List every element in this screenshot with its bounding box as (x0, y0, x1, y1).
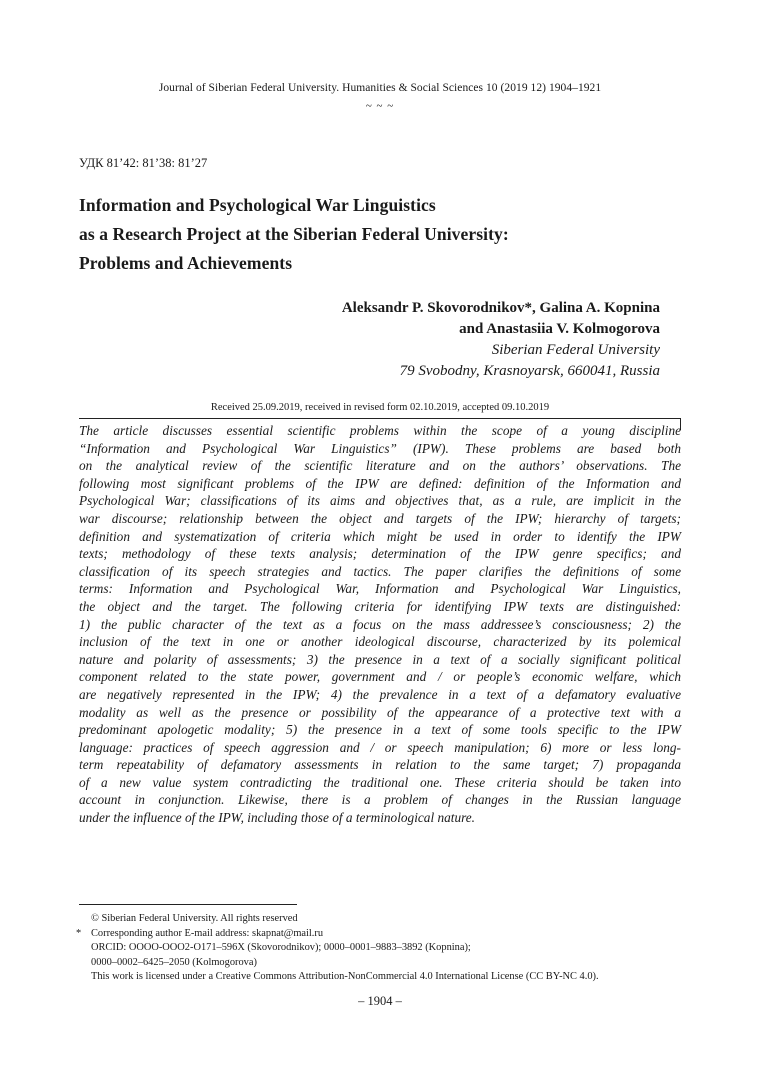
footnotes (76, 912, 679, 985)
received-dates: Received 25.09.2019, received in revised form 02.10.2019, accepted 09.10.2019 (210, 402, 550, 413)
abstract-line: texts; methodology of these texts analysis; determination of the IPW genre specifics; and (79, 546, 681, 562)
abstract-line: modality as well as the presence or possibility of the appearance of a protective text with a (79, 704, 681, 720)
corresponding-email: Corresponding author E-mail address: skapnat@mail.ru (91, 927, 324, 939)
title-line-1: Information and Psychological War Linguistics (79, 195, 436, 215)
journal-header: Journal of Siberian Federal University. Humanities & Social Sciences 10 (2019 12) 1904–1921 (158, 82, 602, 94)
title-line-2: as a Research Project at the Siberian Federal University: (79, 224, 509, 244)
abstract-line: 1) the public character of the text as a focus on the mass addressee’s consciousness; 2) the (79, 616, 681, 632)
author-block (100, 298, 660, 382)
affiliation: Siberian Federal University (491, 342, 660, 358)
abstract-line: component related to the state power, government and / or people’s economic welfare, which (79, 669, 681, 685)
abstract-line: on the analytical review of the scientific literature and on the authors’ observations. The (79, 458, 681, 474)
abstract-line: “Information and Psychological War Linguistics” (IPW). These problems are based both (79, 440, 681, 456)
abstract-top-rule (79, 418, 681, 419)
abstract-line: following most significant problems of the IPW are defined: definition of the Information and (79, 475, 681, 491)
abstract-line: Psychological War; classifications of its aims and objectives that, as a rule, are implicit in the (79, 493, 681, 509)
footnote-license: This work is licensed under a Creative Commons Attribution-NonCommercial 4.0 International License (CC BY-NC 4.0). (91, 971, 599, 983)
footnote-orcid-1: ORCID: OOOO-OOO2-O171–596X (Skovorodnikov); 0000–0001–9883–3892 (Kopnina); (91, 942, 471, 954)
address: 79 Svobodny, Krasnoyarsk, 660041, Russia (399, 363, 660, 379)
abstract-line: The article discusses essential scientific problems within the scope of a young discipline (79, 423, 681, 438)
abstract-line: classification of its speech strategies and tactics. The paper clarifies the definitions of some (79, 563, 681, 579)
abstract (79, 422, 681, 827)
abstract-line: the object and the target. The following criteria for identifying IPW texts are distinguished: (79, 598, 681, 614)
header-divider: ~ ~ ~ (365, 100, 395, 112)
authors-line-2: and Anastasiia V. Kolmogorova (459, 321, 660, 337)
footnote-copyright: © Siberian Federal University. All rights reserved (91, 913, 298, 924)
abstract-line: terms: Information and Psychological War, Information and Psychological War Linguistics, (79, 581, 681, 597)
abstract-line: war discourse; relationship between the object and targets of the IPW; hierarchy of targets; (79, 510, 681, 526)
abstract-line: definition and systematization of criteria which might be used in order to identify the IPW (79, 528, 681, 544)
abstract-line: predominant apologetic modality; 5) the presence in a text of some tools specific to the IPW (79, 722, 681, 738)
abstract-line: under the influence of the IPW, including those of a terminological nature. (79, 810, 476, 826)
title-line-3: Problems and Achievements (79, 253, 293, 273)
abstract-line: nature and polarity of assessments; 3) the presence in a text of a socially significant political (79, 651, 681, 667)
asterisk-mark: * (76, 927, 82, 939)
footnote-corresponding (76, 927, 679, 942)
abstract-line: of a new value system contradicting the traditional one. These criteria should be taken into (79, 774, 681, 790)
abstract-line: account in conjunction. Likewise, there is a problem of changes in the Russian language (79, 792, 681, 808)
authors-line-1: Aleksandr P. Skovorodnikov*, Galina A. Kopnina (341, 300, 660, 316)
abstract-line: inclusion of the text in one or another ideological discourse, characterized by its polemical (79, 634, 681, 650)
abstract-line: term repeatability of defamatory assessments in relation to the same target; 7) propaganda (79, 757, 681, 773)
footnote-rule (79, 904, 297, 905)
abstract-line: are negatively represented in the IPW; 4) the prevalence in a text of a defamatory evaluative (79, 686, 681, 702)
abstract-line: language: practices of speech aggression and / or speech manipulation; 6) more or less long- (79, 739, 681, 755)
page-number: – 1904 – (358, 994, 402, 1008)
article-title (79, 191, 679, 278)
footnote-orcid-2: 0000–0002–6425–2050 (Kolmogorova) (91, 956, 257, 968)
udk-code: УДК 81’42: 81’38: 81’27 (79, 156, 208, 170)
